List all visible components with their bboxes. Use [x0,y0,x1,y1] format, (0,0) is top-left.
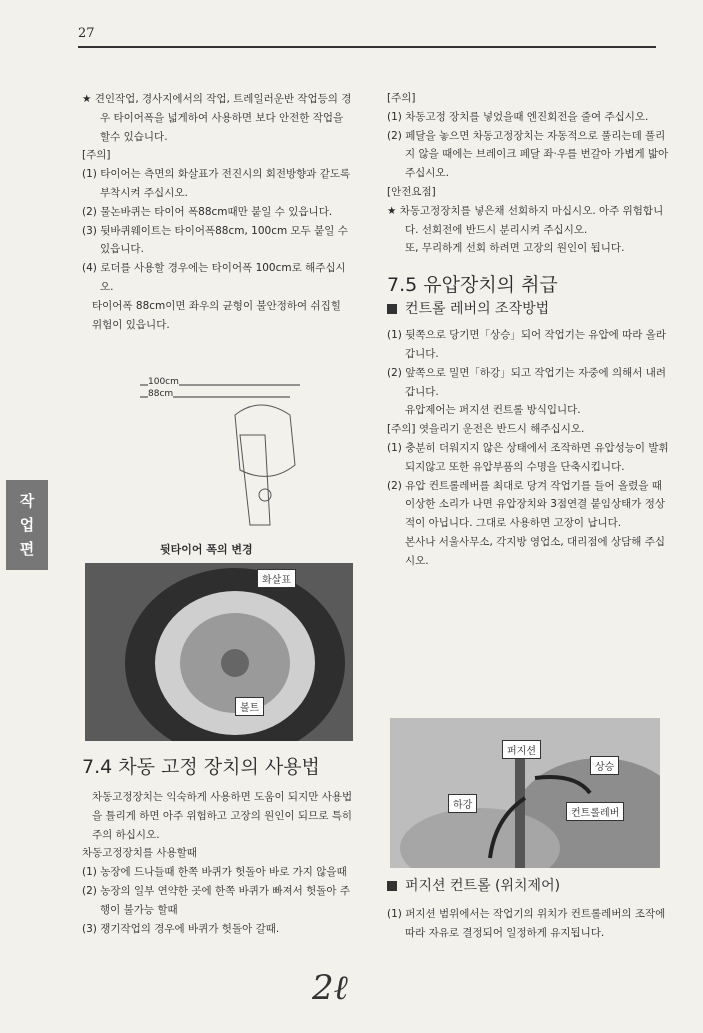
diagram-caption: 뒷타이어 폭의 변경 [160,543,253,556]
square-bullet-icon [387,881,397,891]
note-item: (2) 물논바퀴는 타이어 폭88cm때만 붙일 수 있읍니다. [82,205,333,218]
diagram-label-100: 100cm [148,377,179,387]
side-tab-char: 업 [19,516,35,534]
safety-item: 또, 무리하게 선회 하려면 고장의 원인이 됩니다. [405,242,625,255]
photo-label-arrow: 화살표 [257,569,296,588]
note-title: [주의] [82,149,111,162]
tire-photo [85,563,353,741]
photo-label-bolt: 볼트 [235,697,264,716]
subheading-text: 컨트롤 레버의 조작방법 [405,301,550,318]
right-column [387,89,669,571]
section-title-7-5: 7.5 유압장치의 취급 [387,274,558,297]
left-column [82,90,354,334]
section-body: (1) 농장에 드나들때 한쪽 바퀴가 헛돌아 바로 가지 않을때 [82,866,347,879]
photo-label-up: 상승 [590,756,619,775]
section-body: (3) 쟁기작업의 경우에 바퀴가 헛돌아 갈때. [82,922,280,935]
body-item: 유압제어는 퍼지션 컨트롤 방식입니다. [405,404,581,417]
note-item: (1) 타이어는 측면의 화살표가 전진시의 회전방향과 같도록 부착시켜 주십시오. [82,168,351,199]
tire-diagram-svg [100,375,330,535]
subheading [387,298,669,320]
top-rule [78,46,656,48]
section-7-4 [82,754,354,938]
body-item: (1) 충분히 더워지지 않은 상태에서 조작하면 유압성능이 발휘되지않고 또한 유압부품의 수명을 단축시킵니다. [387,441,669,473]
note-item: (4) 로더를 사용할 경우에는 타이어폭 100cm로 해주십시오. [82,262,346,293]
photo-label-position: 퍼지션 [502,740,541,759]
safety-title: [안전요점] [387,185,436,198]
section-body: 차동고정장치를 사용할때 [82,847,197,860]
section-title-7-4: 7.4 차동 고정 장치의 사용법 [82,756,320,778]
note-extra: 타이어폭 88cm이면 좌우의 균형이 불안정하여 쉬집힐 위험이 있읍니다. [92,299,341,331]
photo-label-lever: 컨트롤레버 [566,802,624,821]
square-bullet-icon [387,304,397,314]
photo-label-down: 하강 [448,794,477,813]
side-tab-char: 작 [19,492,35,510]
note-item: (2) 페달을 놓으면 차동고정장치는 자동적으로 풀리는데 풀리지 않을 때에는 브레이크 페달 좌·우를 번갈아 가볍게 밟아 주십시오. [387,129,669,180]
page-number: 27 [78,26,95,41]
lever-photo [390,718,660,868]
diagram-label-88: 88cm [148,389,174,399]
side-tab-char: 편 [19,540,35,558]
side-tab [6,480,48,570]
note-item: (3) 뒷바퀴웨이트는 타이어폭88cm, 100cm 모두 붙일 수 있읍니다. [82,224,348,256]
subheading [387,875,669,897]
section-body: (2) 농장의 일부 연약한 곳에 한쪽 바퀴가 빠져서 헛돌아 주행이 불가능 할때 [82,884,351,916]
body-item: (2) 앞쪽으로 밀면「하강」되고 작업기는 자중에 의해서 내려 갑니다. [387,366,667,398]
body-item: [주의] 엿을리기 운전은 반드시 해주십시오. [387,423,585,436]
safety-item: ★ 차동고정장치를 넣은채 선회하지 마십시오. 아주 위험합니다. 선회전에 반드시 분리시켜 주십시오. [387,204,664,236]
body-item: (1) 퍼지션 범위에서는 작업기의 위치가 컨트롤레버의 조작에 따라 자유로 결정되어 일정하게 유지됩니다. [387,908,666,939]
body-item: (2) 유압 컨트롤레버를 최대로 당겨 작업기를 들어 올렸을 때 이상한 소리가 나면 유압장치와 3점연결 붙임상태가 정상적이 아닙니다. 그대로 사용하면 고장이 납니다. [387,479,665,530]
section-body: 차동고정장치는 익숙하게 사용하면 도움이 되지만 사용법을 틀리게 하면 아주 위험하고 고장의 원인이 되므로 특히 주의 하십시오. [92,791,353,841]
body-item: (1) 뒷쪽으로 당기면「상승」되어 작업기는 유압에 따라 올라 갑니다. [387,329,667,360]
star-note: ★ 견인작업, 경사지에서의 작업, 트레일러운반 작업등의 경우 타이어폭을 넓게하여 사용하면 보다 안전한 작업을 할수 있습니다. [82,93,352,143]
note-title: [주의] [387,92,416,104]
tire-diagram [100,375,330,535]
note-item: (1) 차동고정 장치를 넣었을때 엔진회전을 줄여 주십시오. [387,110,649,123]
subheading-text: 퍼지션 컨트롤 (위치제어) [405,878,561,894]
body-item: 본사나 서울사무소, 각지방 영업소, 대리점에 상담해 주십시오. [405,535,665,567]
tire-photo-svg [85,563,353,741]
position-control [387,875,669,943]
handwritten-mark: 2ℓ [312,968,348,1008]
